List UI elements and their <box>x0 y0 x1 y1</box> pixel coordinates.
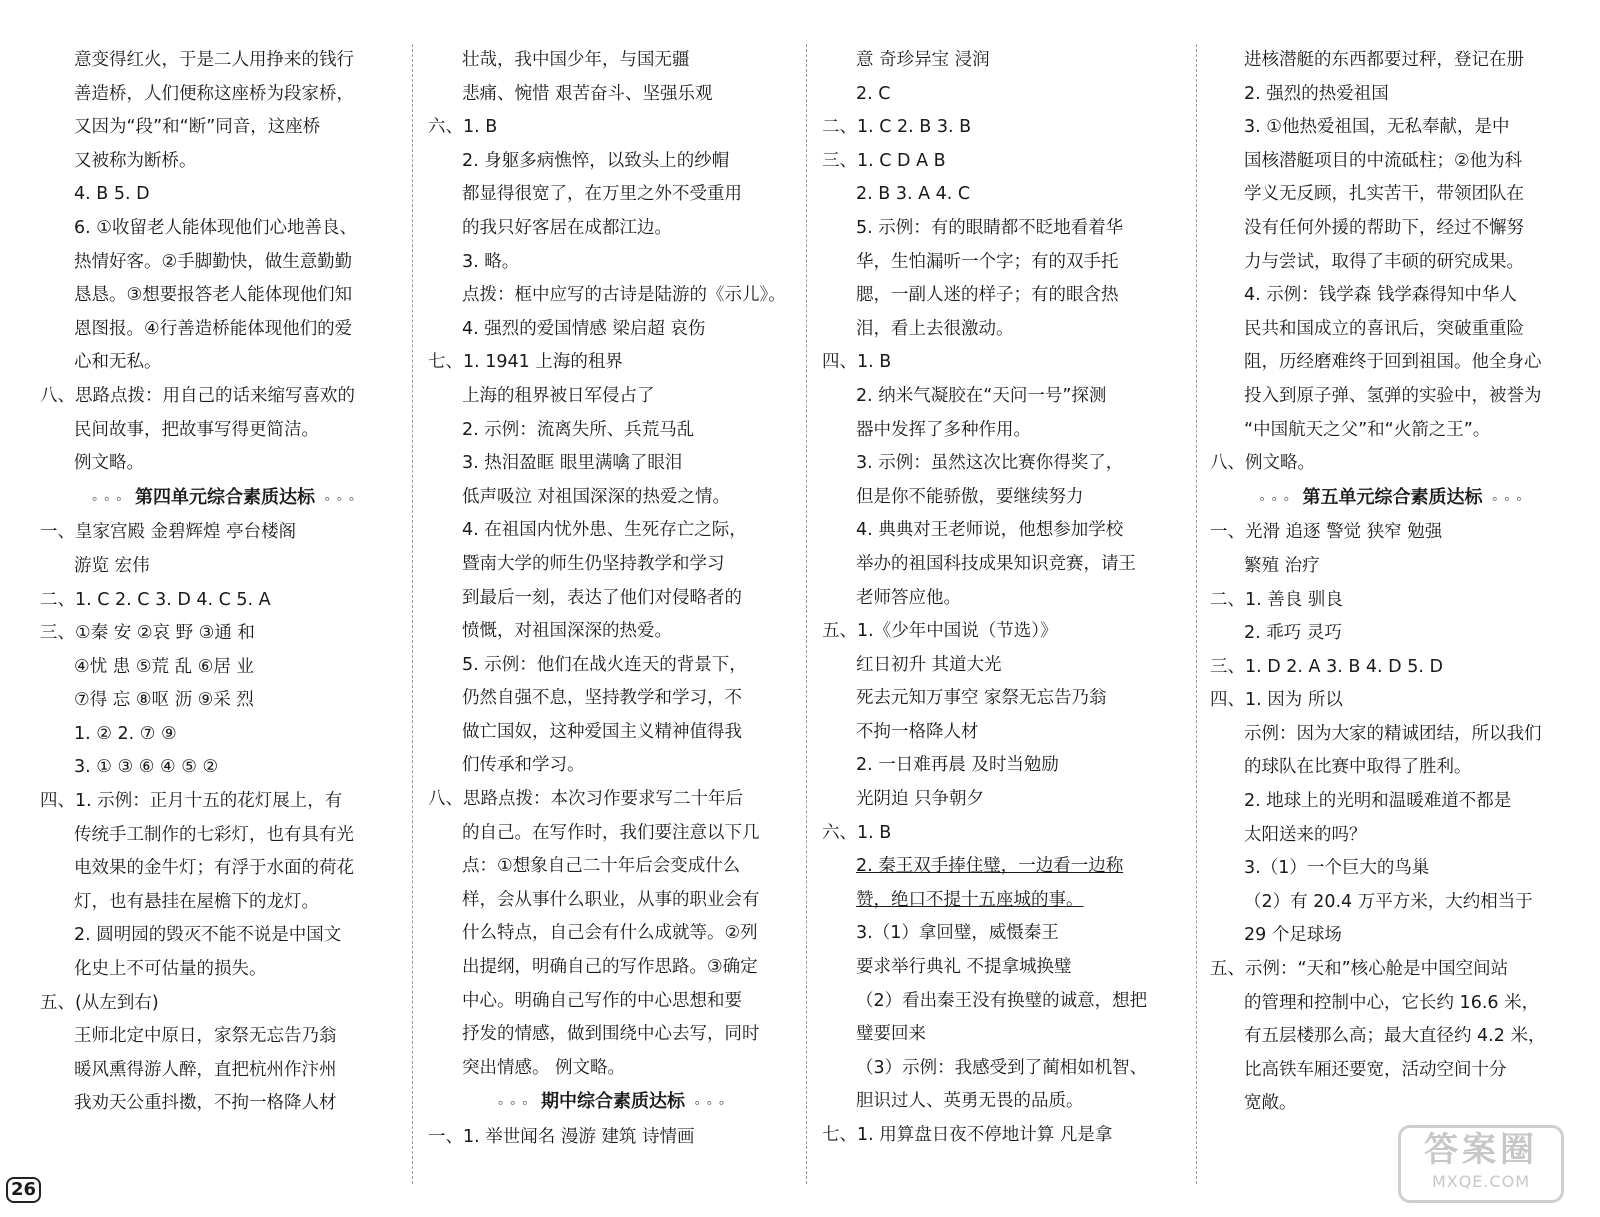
line-text: 上海的租界被日军侵占了 <box>462 385 655 406</box>
answer-line <box>1210 953 1575 987</box>
watermark-site: MXQE.COM <box>1431 1172 1531 1191</box>
answer-line <box>1210 852 1575 886</box>
line-text: 5. 示例：他们在战火连天的背景下， <box>462 654 747 675</box>
answer-line <box>822 414 1192 448</box>
line-text: 3. 热泪盈眶 眼里满噙了眼泪 <box>462 453 683 474</box>
answer-column-3 <box>822 44 1192 1153</box>
answer-line <box>428 212 798 246</box>
answer-line <box>1210 246 1575 280</box>
line-text: 的管理和控制中心，它长约 16.6 米， <box>1244 992 1540 1013</box>
answer-line <box>1210 78 1575 112</box>
answer-line <box>822 514 1192 548</box>
line-text: 繁殖 治疗 <box>1244 555 1320 576</box>
line-text: 热情好客。②手脚勤快，做生意勤勤 <box>74 251 353 272</box>
line-text: ④忧 患 ⑤荒 乱 ⑥居 业 <box>74 656 254 677</box>
line-text: 三、1. D 2. A 3. B 4. D 5. D <box>1210 656 1443 677</box>
line-text: 太阳送来的吗？ <box>1244 824 1367 845</box>
answer-line <box>40 617 410 651</box>
decor-dots: ∘∘∘ <box>685 1096 730 1112</box>
line-text: ⑦得 忘 ⑧呕 沥 ⑨采 烈 <box>74 690 254 711</box>
answer-line <box>40 584 410 618</box>
answer-line <box>822 985 1192 1019</box>
answer-line <box>822 615 1192 649</box>
line-text: 2. 秦王双手捧住璧，一边看一边称 <box>856 856 1124 877</box>
answer-line <box>822 917 1192 951</box>
answer-line <box>822 682 1192 716</box>
line-text: 传统手工制作的七彩灯，也有具有光 <box>74 824 354 845</box>
answer-line <box>428 884 798 918</box>
answer-line <box>1210 886 1575 920</box>
line-text: 到最后一刻，表达了他们对侵略者的 <box>462 587 742 608</box>
answer-line <box>428 817 798 851</box>
answer-line <box>822 313 1192 347</box>
line-text: 2. 示例：流离失所、兵荒马乱 <box>462 419 695 440</box>
answer-line <box>1210 785 1575 819</box>
answer-line <box>40 919 410 953</box>
line-text: 抒发的情感，做到围绕中心去写，同时 <box>462 1024 760 1045</box>
answer-line <box>428 44 798 78</box>
answer-line <box>1210 550 1575 584</box>
answer-line <box>1210 279 1575 313</box>
answer-line <box>1210 447 1575 481</box>
line-text: 二、1. C 2. C 3. D 4. C 5. A <box>40 589 271 610</box>
line-text: 壮哉，我中国少年，与国无疆 <box>462 50 690 70</box>
answer-line <box>428 346 798 380</box>
answer-line <box>428 548 798 582</box>
line-text: 6. ①收留老人能体现他们心地善良、 <box>74 217 357 238</box>
line-text: 民间故事，把故事写得更简洁。 <box>74 419 319 440</box>
answer-column-2 <box>428 44 798 1155</box>
answer-line <box>822 178 1192 212</box>
line-text: 四、1. 因为 所以 <box>1210 690 1343 711</box>
line-text: 四、1. 示例：正月十五的花灯展上，有 <box>40 791 343 812</box>
answer-line <box>1210 380 1575 414</box>
line-text: 4. 在祖国内忧外患、生死存亡之际， <box>462 520 747 541</box>
answer-line <box>428 414 798 448</box>
answer-line <box>40 886 410 920</box>
answer-line <box>1210 516 1575 550</box>
answer-line <box>428 1121 798 1155</box>
line-text: 恳恳。③想要报答老人能体现他们知 <box>74 285 353 306</box>
decor-dots: ∘∘∘ <box>315 491 360 507</box>
column-divider <box>412 44 413 1184</box>
line-text: 3. ① ③ ⑥ ④ ⑤ ② <box>74 757 219 778</box>
answer-line <box>40 987 410 1021</box>
line-text: 点：①想象自己二十年后会变成什么 <box>462 856 741 877</box>
answer-line <box>40 246 410 280</box>
answer-line <box>428 951 798 985</box>
answer-line <box>1210 178 1575 212</box>
line-text: 低声吸泣 对祖国深深的热爱之情。 <box>462 486 731 507</box>
answer-line <box>428 582 798 616</box>
line-text: 不拘一格降人材 <box>856 721 979 742</box>
line-text: 4. B 5. D <box>74 184 150 205</box>
line-text: （2）看出秦王没有换璧的诚意，想把 <box>856 990 1148 1011</box>
answer-line <box>40 313 410 347</box>
column-divider <box>1196 44 1197 1184</box>
line-text: 2. 一日难再晨 及时当勉励 <box>856 755 1059 776</box>
answer-line <box>40 279 410 313</box>
line-text: 5. 示例：有的眼睛都不眨地看着华 <box>856 217 1124 238</box>
answer-line <box>822 447 1192 481</box>
answer-line <box>1210 651 1575 685</box>
line-text: 善造桥，人们便称这座桥为段家桥， <box>74 83 354 104</box>
answer-line <box>428 1052 798 1086</box>
answer-line <box>822 1119 1192 1153</box>
line-text: 胆识过人、英勇无畏的品质。 <box>856 1091 1084 1112</box>
line-text: 意变得红火，于是二人用挣来的钱行 <box>74 50 354 70</box>
answer-line <box>40 346 410 380</box>
line-text: 游览 宏伟 <box>74 555 150 576</box>
line-text: 五、1.《少年中国说（节选）》 <box>822 621 1058 642</box>
line-text: 死去元知万事空 家祭无忘告乃翁 <box>856 688 1107 709</box>
answer-line <box>428 1018 798 1052</box>
line-text: （2）有 20.4 万平方米，大约相当于 <box>1244 891 1533 912</box>
line-text: 八、思路点拨：用自己的话来缩写喜欢的 <box>40 385 355 406</box>
decor-dots: ∘∘∘ <box>90 491 135 507</box>
answer-line <box>822 817 1192 851</box>
answer-line <box>822 380 1192 414</box>
answer-line <box>40 718 410 752</box>
section-title: 第五单元综合素质达标 <box>1302 486 1483 508</box>
line-text: 29 个足球场 <box>1244 925 1342 946</box>
line-text: 3. 示例：虽然这次比赛你得奖了， <box>856 453 1124 474</box>
answer-line <box>822 850 1192 884</box>
answer-line <box>40 447 410 481</box>
answer-line <box>822 884 1192 918</box>
answer-line <box>1210 313 1575 347</box>
answer-line <box>428 985 798 1019</box>
section-title: 期中综合素质达标 <box>541 1091 685 1113</box>
line-text: 4. 强烈的爱国情感 梁启超 哀伤 <box>462 318 706 339</box>
line-text: 七、1. 用算盘日夜不停地计算 凡是拿 <box>822 1125 1113 1145</box>
line-text: 仍然自强不息，坚持教学和学习，不 <box>462 688 742 709</box>
line-text: 泪，看上去很激动。 <box>856 318 1014 339</box>
line-text: 三、①秦 安 ②哀 野 ③通 和 <box>40 623 255 644</box>
answer-line <box>40 380 410 414</box>
answer-line <box>822 44 1192 78</box>
answer-line <box>822 212 1192 246</box>
answer-line <box>428 279 798 313</box>
line-text: 没有任何外援的帮助下，经过不懈努 <box>1244 217 1524 238</box>
line-text: 力与尝试，取得了丰硕的研究成果。 <box>1244 251 1524 272</box>
line-text: 一、皇家宫殿 金碧辉煌 亭台楼阁 <box>40 522 297 543</box>
answer-line <box>822 78 1192 112</box>
line-text: 心和无私。 <box>74 352 162 373</box>
line-text: 悲痛、惋惜 艰苦奋斗、坚强乐观 <box>462 83 713 104</box>
line-text: 灯，也有悬挂在屋檐下的龙灯。 <box>74 891 319 912</box>
line-text: （3）示例：我感受到了蔺相如机智、 <box>856 1057 1148 1078</box>
line-text: 我劝天公重抖擞，不拘一格降人材 <box>74 1093 337 1114</box>
line-text: 六、1. B <box>428 117 498 138</box>
answer-line <box>428 850 798 884</box>
line-text: 民共和国成立的喜讯后，突破重重险 <box>1244 318 1524 339</box>
line-text: 国核潜艇项目的中流砥柱；②他为科 <box>1244 150 1523 171</box>
answer-line <box>822 749 1192 783</box>
answer-line <box>428 481 798 515</box>
answer-line <box>1210 987 1575 1021</box>
line-text: 宽敞。 <box>1244 1093 1297 1114</box>
line-text: 投入到原子弹、氢弹的实验中，被誉为 <box>1244 385 1542 406</box>
line-text: 阻，历经磨难终于回到祖国。他全身心 <box>1244 352 1542 373</box>
line-text: 的自己。在写作时，我们要注意以下几 <box>462 822 760 843</box>
line-text: 2. C <box>856 83 891 104</box>
line-text: 器中发挥了多种作用。 <box>856 419 1031 440</box>
line-text: 什么特点，自己会有什么成就等。②列 <box>462 923 758 944</box>
answer-line <box>822 279 1192 313</box>
line-text: 要求举行典礼 不提拿城换璧 <box>856 957 1072 978</box>
answer-line <box>1210 919 1575 953</box>
line-text: 2. 圆明园的毁灭不能不说是中国文 <box>74 925 342 946</box>
line-text: 出提纲，明确自己的写作思路。③确定 <box>462 957 758 978</box>
line-text: 二、1. 善良 驯良 <box>1210 589 1343 610</box>
line-text: 3.（1）一个巨大的鸟巢 <box>1244 858 1430 879</box>
line-text: 1. ② 2. ⑦ ⑨ <box>74 723 177 744</box>
line-text: 七、1. 1941 上海的租界 <box>428 352 623 373</box>
answer-line <box>40 44 410 78</box>
answer-line <box>1210 414 1575 448</box>
answer-line <box>428 447 798 481</box>
line-text: 进核潜艇的东西都要过秤，登记在册 <box>1244 50 1524 70</box>
answer-line <box>40 852 410 886</box>
line-text: 都显得很宽了，在万里之外不受重用 <box>462 184 742 205</box>
answer-line <box>40 414 410 448</box>
line-text: 们传承和学习。 <box>462 755 585 776</box>
line-text: 4. 示例：钱学森 钱学森得知中华人 <box>1244 285 1517 306</box>
decor-dots: ∘∘∘ <box>1257 491 1303 507</box>
decor-dots: ∘∘∘ <box>496 1096 541 1112</box>
line-text: 但是你不能骄傲，要继续努力 <box>856 486 1084 507</box>
answer-line <box>1210 1020 1575 1054</box>
answer-line <box>1210 145 1575 179</box>
answer-line <box>1210 617 1575 651</box>
line-text: 化史上不可估量的损失。 <box>74 959 267 980</box>
answer-line <box>40 516 410 550</box>
answer-column-4 <box>1210 44 1575 1121</box>
answer-column-1 <box>40 44 410 1121</box>
decor-dots: ∘∘∘ <box>1482 491 1528 507</box>
answer-line <box>428 716 798 750</box>
line-text: 八、例文略。 <box>1210 453 1315 474</box>
line-text: 三、1. C D A B <box>822 150 946 171</box>
answer-line <box>40 78 410 112</box>
answer-line <box>1210 346 1575 380</box>
line-text: 学义无反顾，扎实苦干，带领团队在 <box>1244 184 1524 205</box>
line-text: 示例：因为大家的精诚团结，所以我们 <box>1244 723 1542 744</box>
line-text: 中心。明确自己写作的中心思想和要 <box>462 990 742 1011</box>
answer-line <box>1210 1087 1575 1121</box>
line-text: 五、(从左到右) <box>40 992 159 1013</box>
section-heading <box>40 481 410 517</box>
answer-line <box>822 111 1192 145</box>
line-text: 比高铁车厢还要宽，活动空间十分 <box>1244 1059 1507 1080</box>
line-text: 突出情感。 例文略。 <box>462 1057 626 1078</box>
answer-line <box>1210 44 1575 78</box>
section-heading <box>1210 481 1575 517</box>
answer-line <box>40 684 410 718</box>
answer-line <box>428 749 798 783</box>
line-text: 八、思路点拨：本次习作要求写二十年后 <box>428 789 743 810</box>
line-text: 五、示例：“天和”核心舱是中国空间站 <box>1210 959 1509 980</box>
answer-line <box>1210 212 1575 246</box>
answer-line <box>822 649 1192 683</box>
answer-line <box>1210 584 1575 618</box>
page-number: 26 <box>6 1177 41 1203</box>
line-text: 光阴迫 只争朝夕 <box>856 789 985 810</box>
answer-line <box>822 582 1192 616</box>
watermark-main: 答案圈 <box>1424 1130 1538 1170</box>
line-text: 的球队在比赛中取得了胜利。 <box>1244 757 1472 778</box>
answer-line <box>428 682 798 716</box>
answer-line <box>428 615 798 649</box>
answer-line <box>822 951 1192 985</box>
line-text: 做亡国奴，这种爱国主义精神值得我 <box>462 721 742 742</box>
answer-line <box>1210 1054 1575 1088</box>
line-text: 2. 乖巧 灵巧 <box>1244 623 1342 644</box>
answer-line <box>428 145 798 179</box>
answer-line <box>40 651 410 685</box>
line-text: 又被称为断桥。 <box>74 150 197 171</box>
answer-line <box>40 212 410 246</box>
section-heading <box>428 1085 798 1121</box>
line-text: 愤慨，对祖国深深的热爱。 <box>462 621 672 642</box>
line-text: 的我只好客居在成都江边。 <box>462 217 672 238</box>
line-text: 2. 强烈的热爱祖国 <box>1244 83 1389 104</box>
answer-line <box>1210 111 1575 145</box>
line-text: 2. 纳米气凝胶在“天问一号”探测 <box>856 385 1107 406</box>
line-text: 3.（1）拿回璧，威慑秦王 <box>856 923 1059 944</box>
line-text: 电效果的金牛灯；有浮于水面的荷花 <box>74 858 354 879</box>
answer-line <box>40 1087 410 1121</box>
line-text: 四、1. B <box>822 352 892 373</box>
answer-line <box>1210 819 1575 853</box>
line-text: 暨南大学的师生仍坚持教学和学习 <box>462 553 725 574</box>
answer-line <box>428 178 798 212</box>
answer-line <box>40 785 410 819</box>
answer-line <box>428 783 798 817</box>
line-text: 璧要回来 <box>856 1024 926 1045</box>
answer-line <box>428 649 798 683</box>
answer-line <box>428 78 798 112</box>
line-text: 举办的祖国科技成果知识竞赛，请王 <box>856 553 1136 574</box>
column-divider <box>806 44 807 1184</box>
answer-line <box>40 145 410 179</box>
line-text: 点拨：框中应写的古诗是陆游的《示儿》。 <box>462 285 786 306</box>
line-text: 2. 身躯多病憔悴，以致头上的纱帽 <box>462 150 730 171</box>
line-text: 一、1. 举世闻名 漫游 建筑 诗情画 <box>428 1127 695 1147</box>
answer-line <box>822 1018 1192 1052</box>
answer-line <box>822 1085 1192 1119</box>
section-title: 第四单元综合素质达标 <box>135 486 315 508</box>
answer-line <box>40 1054 410 1088</box>
answer-line <box>428 380 798 414</box>
line-text: 赞，绝口不提十五座城的事。 <box>856 889 1084 910</box>
line-text: 二、1. C 2. B 3. B <box>822 117 972 138</box>
line-text: 2. 地球上的光明和温暖难道不都是 <box>1244 791 1512 812</box>
answer-line <box>428 514 798 548</box>
line-text: 一、光滑 追逐 警觉 狭窄 勉强 <box>1210 522 1443 543</box>
answer-line <box>40 751 410 785</box>
line-text: 恩图报。④行善造桥能体现他们的爱 <box>74 318 353 339</box>
line-text: 3. 略。 <box>462 251 520 272</box>
answer-line <box>40 550 410 584</box>
line-text: 4. 典典对王老师说，他想参加学校 <box>856 520 1124 541</box>
answer-line <box>428 246 798 280</box>
line-text: 六、1. B <box>822 822 892 843</box>
answer-line <box>428 917 798 951</box>
answer-line <box>822 783 1192 817</box>
answer-line <box>822 145 1192 179</box>
answer-line <box>40 178 410 212</box>
line-text: 例文略。 <box>74 453 144 474</box>
answer-line <box>822 346 1192 380</box>
line-text: 又因为“段”和“断”同音，这座桥 <box>74 117 321 138</box>
answer-line <box>822 246 1192 280</box>
line-text: “中国航天之父”和“火箭之王”。 <box>1244 419 1491 440</box>
line-text: 3. ①他热爱祖国，无私奉献，是中 <box>1244 117 1510 138</box>
answer-line <box>822 548 1192 582</box>
answer-line <box>822 481 1192 515</box>
answer-line <box>1210 718 1575 752</box>
line-text: 王师北定中原日，家祭无忘告乃翁 <box>74 1026 337 1047</box>
watermark-logo <box>1398 1125 1564 1203</box>
answer-line <box>428 313 798 347</box>
answer-line <box>40 1020 410 1054</box>
line-text: 意 奇珍异宝 浸润 <box>856 50 990 70</box>
line-text: 样，会从事什么职业，从事的职业会有 <box>462 889 760 910</box>
line-text: 暖风熏得游人醉，直把杭州作汴州 <box>74 1059 337 1080</box>
answer-line <box>428 111 798 145</box>
line-text: 有五层楼那么高；最大直径约 4.2 米， <box>1244 1026 1546 1047</box>
line-text: 红日初升 其道大光 <box>856 654 1002 675</box>
answer-line <box>822 716 1192 750</box>
answer-line <box>822 1052 1192 1086</box>
answer-line <box>40 111 410 145</box>
line-text: 华，生怕漏听一个字；有的双手托 <box>856 251 1119 272</box>
answer-line <box>1210 684 1575 718</box>
line-text: 腮，一副人迷的样子；有的眼含热 <box>856 285 1119 306</box>
answer-line <box>40 819 410 853</box>
answer-line <box>1210 751 1575 785</box>
line-text: 老师答应他。 <box>856 587 961 608</box>
line-text: 2. B 3. A 4. C <box>856 184 971 205</box>
answer-line <box>40 953 410 987</box>
